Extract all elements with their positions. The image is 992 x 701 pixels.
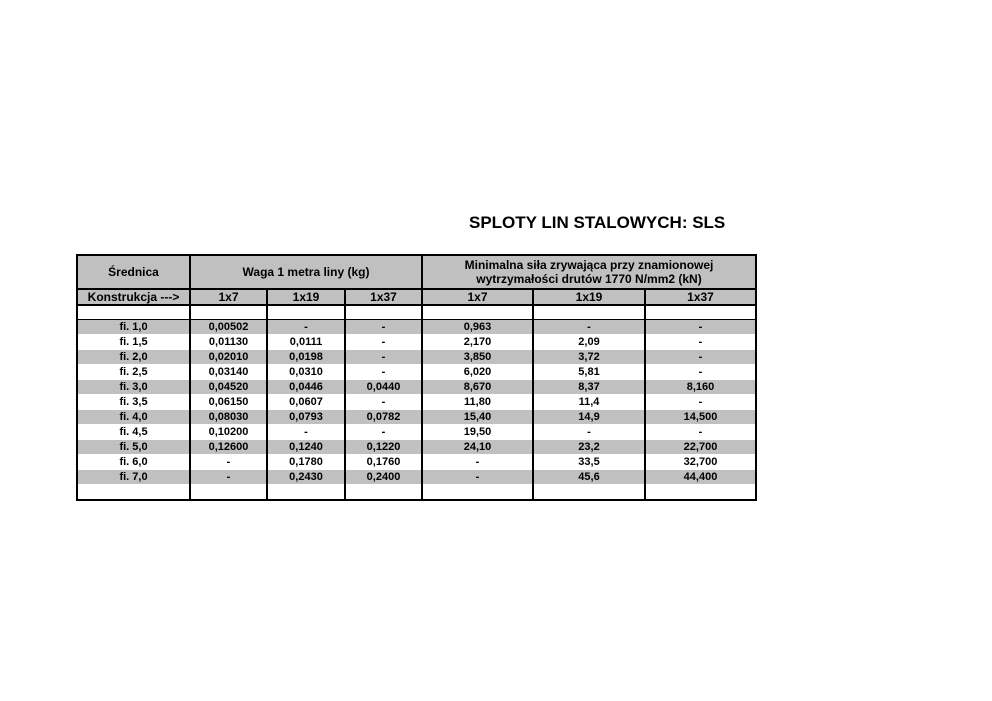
- value-cell: 0,12600: [190, 440, 267, 455]
- value-cell: -: [645, 350, 756, 365]
- value-cell: 6,020: [422, 365, 533, 380]
- value-cell: 2,09: [533, 335, 645, 350]
- value-cell: 15,40: [422, 410, 533, 425]
- value-cell: -: [422, 470, 533, 485]
- force-col-header: 1x19: [533, 289, 645, 305]
- value-cell: 0,0607: [267, 395, 345, 410]
- value-cell: -: [533, 425, 645, 440]
- value-cell: 0,10200: [190, 425, 267, 440]
- table-row: [77, 455, 756, 470]
- value-cell: 33,5: [533, 455, 645, 470]
- value-cell: 3,72: [533, 350, 645, 365]
- value-cell: 8,670: [422, 380, 533, 395]
- diameter-cell: fi. 2,5: [77, 365, 190, 380]
- value-cell: -: [645, 335, 756, 350]
- value-cell: 14,9: [533, 410, 645, 425]
- diameter-cell: fi. 5,0: [77, 440, 190, 455]
- table-row: [77, 470, 756, 485]
- value-cell: -: [345, 425, 422, 440]
- diameter-cell: fi. 3,5: [77, 395, 190, 410]
- value-cell: -: [645, 395, 756, 410]
- value-cell: -: [345, 335, 422, 350]
- diameter-cell: fi. 1,5: [77, 335, 190, 350]
- value-cell: -: [267, 320, 345, 335]
- diameter-header: Średnica: [77, 255, 190, 289]
- value-cell: 44,400: [645, 470, 756, 485]
- value-cell: 0,2430: [267, 470, 345, 485]
- value-cell: 14,500: [645, 410, 756, 425]
- diameter-cell: fi. 2,0: [77, 350, 190, 365]
- page-title: SPLOTY LIN STALOWYCH: SLS: [469, 213, 726, 232]
- value-cell: -: [645, 365, 756, 380]
- value-cell: 11,4: [533, 395, 645, 410]
- value-cell: 3,850: [422, 350, 533, 365]
- table-row: [77, 410, 756, 425]
- diameter-cell: fi. 1,0: [77, 320, 190, 335]
- value-cell: 11,80: [422, 395, 533, 410]
- value-cell: 5,81: [533, 365, 645, 380]
- weight-col-header: 1x37: [345, 289, 422, 305]
- value-cell: 0,00502: [190, 320, 267, 335]
- spacer-row: [77, 305, 756, 320]
- value-cell: -: [533, 320, 645, 335]
- steel-rope-table: [76, 254, 757, 501]
- value-cell: 0,1760: [345, 455, 422, 470]
- table-row: [77, 425, 756, 440]
- force-group-header: Minimalna siła zrywająca przy znamionowej wytrzymałości drutów 1770 N/mm2 (kN): [422, 255, 756, 289]
- table-row: [77, 335, 756, 350]
- table-row: [77, 380, 756, 395]
- weight-col-header: 1x7: [190, 289, 267, 305]
- value-cell: 0,02010: [190, 350, 267, 365]
- value-cell: 45,6: [533, 470, 645, 485]
- value-cell: 0,01130: [190, 335, 267, 350]
- value-cell: -: [422, 455, 533, 470]
- value-cell: -: [645, 320, 756, 335]
- value-cell: -: [267, 425, 345, 440]
- value-cell: 0,04520: [190, 380, 267, 395]
- weight-col-header: 1x19: [267, 289, 345, 305]
- force-col-header: 1x37: [645, 289, 756, 305]
- diameter-cell: fi. 4,5: [77, 425, 190, 440]
- value-cell: 0,0198: [267, 350, 345, 365]
- value-cell: -: [345, 395, 422, 410]
- value-cell: 0,0111: [267, 335, 345, 350]
- value-cell: 8,160: [645, 380, 756, 395]
- value-cell: 0,2400: [345, 470, 422, 485]
- value-cell: 0,0440: [345, 380, 422, 395]
- value-cell: 22,700: [645, 440, 756, 455]
- weight-group-header: Waga 1 metra liny (kg): [190, 255, 422, 289]
- value-cell: 0,08030: [190, 410, 267, 425]
- value-cell: 24,10: [422, 440, 533, 455]
- construction-header: Konstrukcja --->: [77, 289, 190, 305]
- value-cell: -: [190, 455, 267, 470]
- diameter-cell: fi. 3,0: [77, 380, 190, 395]
- value-cell: 0,1780: [267, 455, 345, 470]
- value-cell: -: [345, 350, 422, 365]
- table-row: [77, 395, 756, 410]
- value-cell: -: [345, 365, 422, 380]
- table-row: [77, 350, 756, 365]
- value-cell: -: [645, 425, 756, 440]
- value-cell: 0,06150: [190, 395, 267, 410]
- spacer-row: [77, 485, 756, 501]
- value-cell: 0,1240: [267, 440, 345, 455]
- value-cell: 0,963: [422, 320, 533, 335]
- value-cell: 0,0793: [267, 410, 345, 425]
- value-cell: 0,03140: [190, 365, 267, 380]
- value-cell: 23,2: [533, 440, 645, 455]
- value-cell: 19,50: [422, 425, 533, 440]
- force-col-header: 1x7: [422, 289, 533, 305]
- value-cell: 8,37: [533, 380, 645, 395]
- diameter-cell: fi. 7,0: [77, 470, 190, 485]
- table-row: [77, 440, 756, 455]
- value-cell: 0,1220: [345, 440, 422, 455]
- table-row: [77, 320, 756, 335]
- value-cell: 0,0310: [267, 365, 345, 380]
- value-cell: -: [190, 470, 267, 485]
- value-cell: 32,700: [645, 455, 756, 470]
- value-cell: 0,0782: [345, 410, 422, 425]
- value-cell: 0,0446: [267, 380, 345, 395]
- diameter-cell: fi. 4,0: [77, 410, 190, 425]
- diameter-cell: fi. 6,0: [77, 455, 190, 470]
- value-cell: -: [345, 320, 422, 335]
- value-cell: 2,170: [422, 335, 533, 350]
- table-row: [77, 365, 756, 380]
